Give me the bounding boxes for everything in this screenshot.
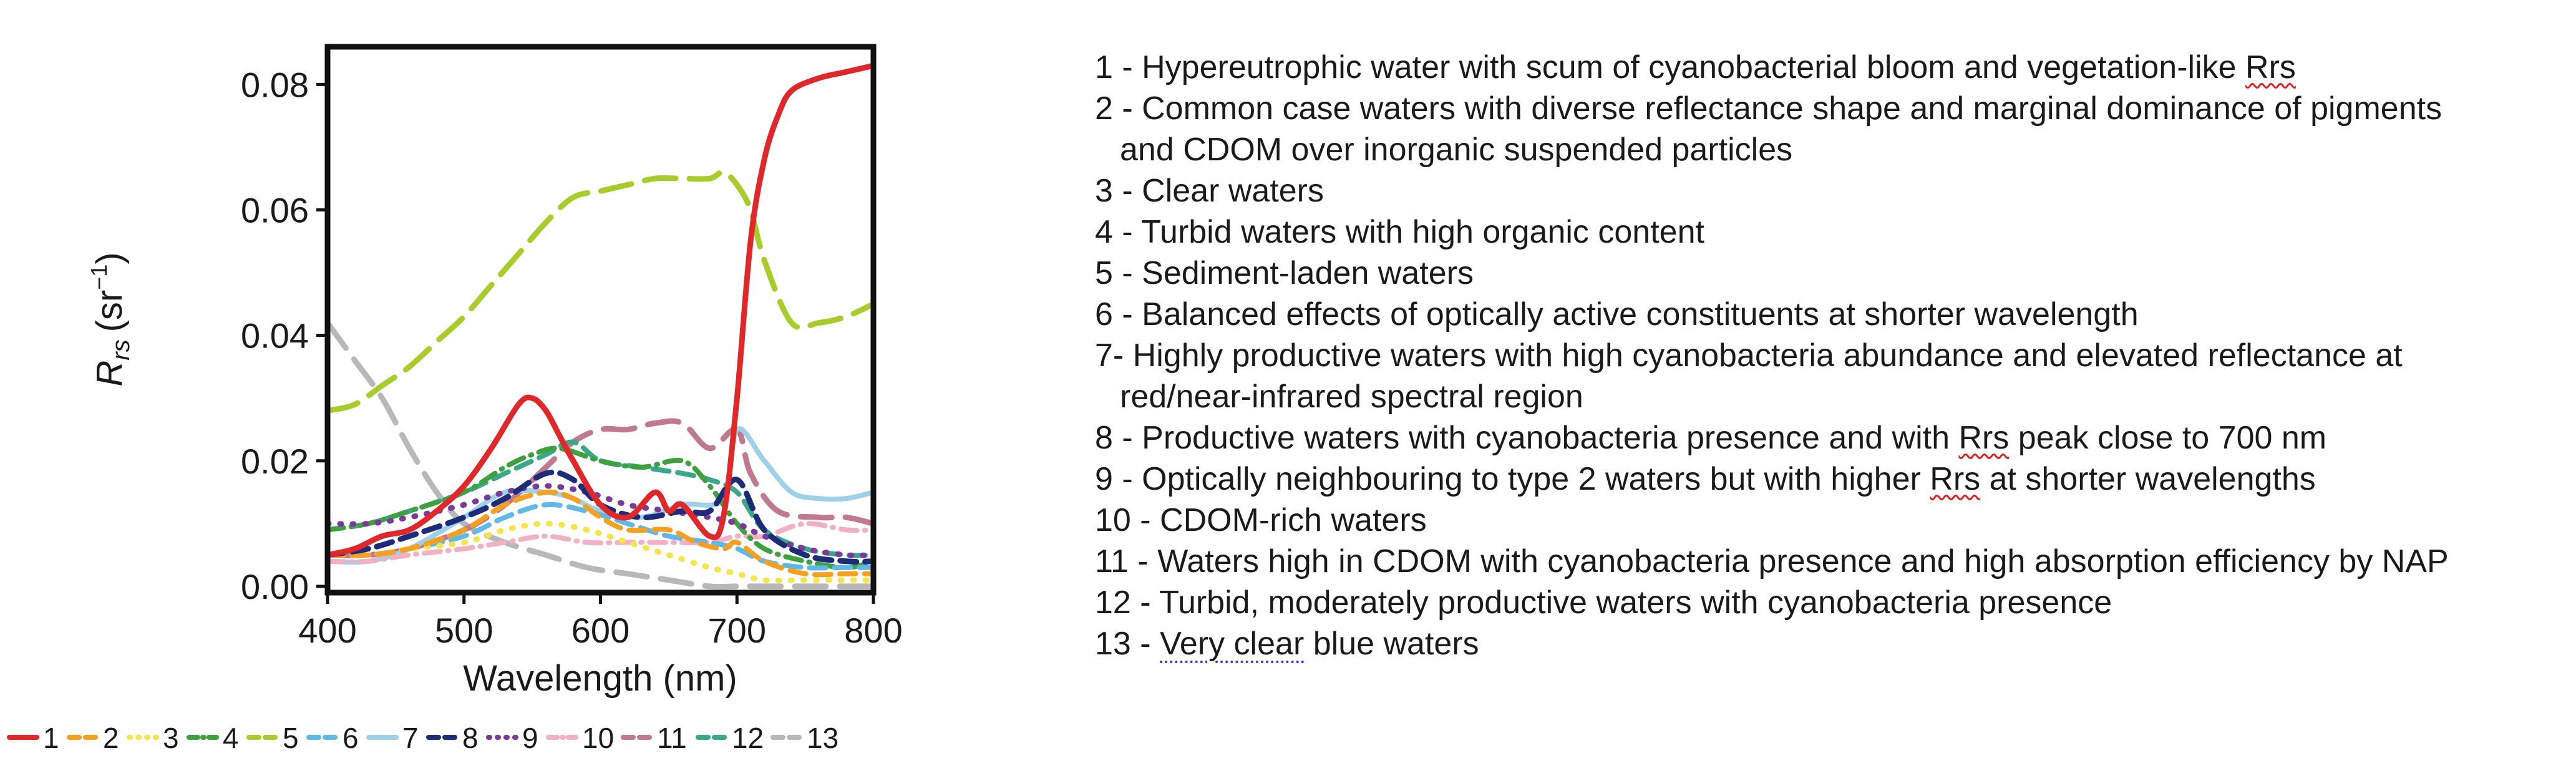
- legend-label-10: 10: [582, 722, 615, 754]
- y-tick-label: 0.02: [241, 441, 309, 481]
- legend-label-3: 3: [163, 722, 179, 754]
- y-tick-label: 0.06: [241, 190, 309, 230]
- y-axis-label: [86, 252, 135, 386]
- water-type-descriptions: [1095, 47, 2567, 664]
- x-tick-label: 600: [571, 611, 630, 650]
- desc-type-7-cont: red/near-infrared spectral region: [1120, 379, 1583, 415]
- legend-label-5: 5: [283, 722, 299, 754]
- desc-type-9: [1095, 458, 2567, 500]
- legend-label-11: 11: [657, 722, 687, 754]
- rrs-chart: [0, 0, 1092, 781]
- desc-type-9-post: at shorter wavelengths: [1980, 461, 2316, 497]
- desc-type-11: 11 - Waters high in CDOM with cyanobacteria presence and high absorption efficiency by NAP: [1095, 543, 2449, 580]
- y-axis-label-exp: −1: [86, 264, 112, 290]
- legend-label-13: 13: [807, 722, 839, 754]
- legend-label-7: 7: [402, 722, 419, 754]
- y-axis-label-sub: rs: [107, 339, 135, 361]
- desc-type-12: 12 - Turbid, moderately productive waters with cyanobacteria presence: [1095, 585, 2112, 621]
- desc-type-3: 3 - Clear waters: [1095, 173, 1324, 209]
- desc-type-1-text: 1 - Hypereutrophic water with scum of cyanobacterial bloom and vegetation-like: [1095, 49, 2246, 85]
- y-axis-label-main: R: [89, 360, 130, 387]
- desc-type-7: 7- Highly productive waters with high cyanobacteria abundance and elevated reflectance at: [1095, 337, 2403, 374]
- desc-type-4: 4 - Turbid waters with high organic content: [1095, 214, 1704, 250]
- desc-type-5: 5 - Sediment-laden waters: [1095, 255, 1474, 291]
- desc-type-8-rrs: Rrs: [1958, 420, 2010, 456]
- series-layer: [328, 65, 873, 586]
- y-tick-label: 0.04: [241, 316, 309, 356]
- desc-type-2: 2 - Common case waters with diverse reflectance shape and marginal dominance of pigments: [1095, 90, 2442, 127]
- legend-label-2: 2: [103, 722, 119, 754]
- desc-type-9-text: 9 - Optically neighbouring to type 2 waters but with higher: [1095, 461, 1930, 497]
- desc-type-8: [1095, 417, 2567, 458]
- desc-type-10: 10 - CDOM-rich waters: [1095, 502, 1427, 538]
- series-1-line: [328, 65, 873, 555]
- desc-type-1-rrs: Rrs: [2245, 49, 2296, 85]
- desc-type-6: 6 - Balanced effects of optically active constituents at shorter wavelength: [1095, 296, 2139, 332]
- desc-type-13-text: 13 -: [1095, 626, 1160, 662]
- desc-type-9-rrs: Rrs: [1930, 461, 1981, 497]
- y-axis-label-unit: (sr: [89, 289, 130, 332]
- desc-type-8-text: 8 - Productive waters with cyanobacteria presence and with: [1095, 420, 1959, 456]
- legend-label-4: 4: [223, 722, 239, 754]
- legend-label-8: 8: [462, 722, 479, 754]
- y-tick-label: 0.08: [241, 65, 309, 105]
- x-tick-label: 800: [844, 611, 903, 650]
- desc-type-13-very-clear: Very clear: [1160, 626, 1305, 662]
- legend-label-1: 1: [43, 722, 59, 754]
- x-tick-label: 400: [298, 611, 357, 650]
- x-tick-label: 700: [707, 611, 766, 650]
- legend-label-9: 9: [522, 722, 538, 754]
- desc-type-8-post: peak close to 700 nm: [2009, 420, 2327, 456]
- desc-type-13: [1095, 623, 2567, 664]
- x-tick-label: 500: [435, 611, 493, 650]
- desc-type-1: [1095, 47, 2567, 88]
- y-tick-label: 0.00: [241, 566, 309, 606]
- y-axis-label-close: ): [89, 252, 130, 264]
- x-axis-label: Wavelength (nm): [463, 658, 737, 699]
- series-legend: [9, 722, 838, 754]
- desc-type-13-post: blue waters: [1304, 626, 1479, 662]
- desc-type-2-cont: and CDOM over inorganic suspended particles: [1120, 132, 1793, 168]
- legend-label-6: 6: [343, 722, 359, 754]
- legend-label-12: 12: [732, 722, 764, 754]
- series-5-line: [328, 172, 873, 410]
